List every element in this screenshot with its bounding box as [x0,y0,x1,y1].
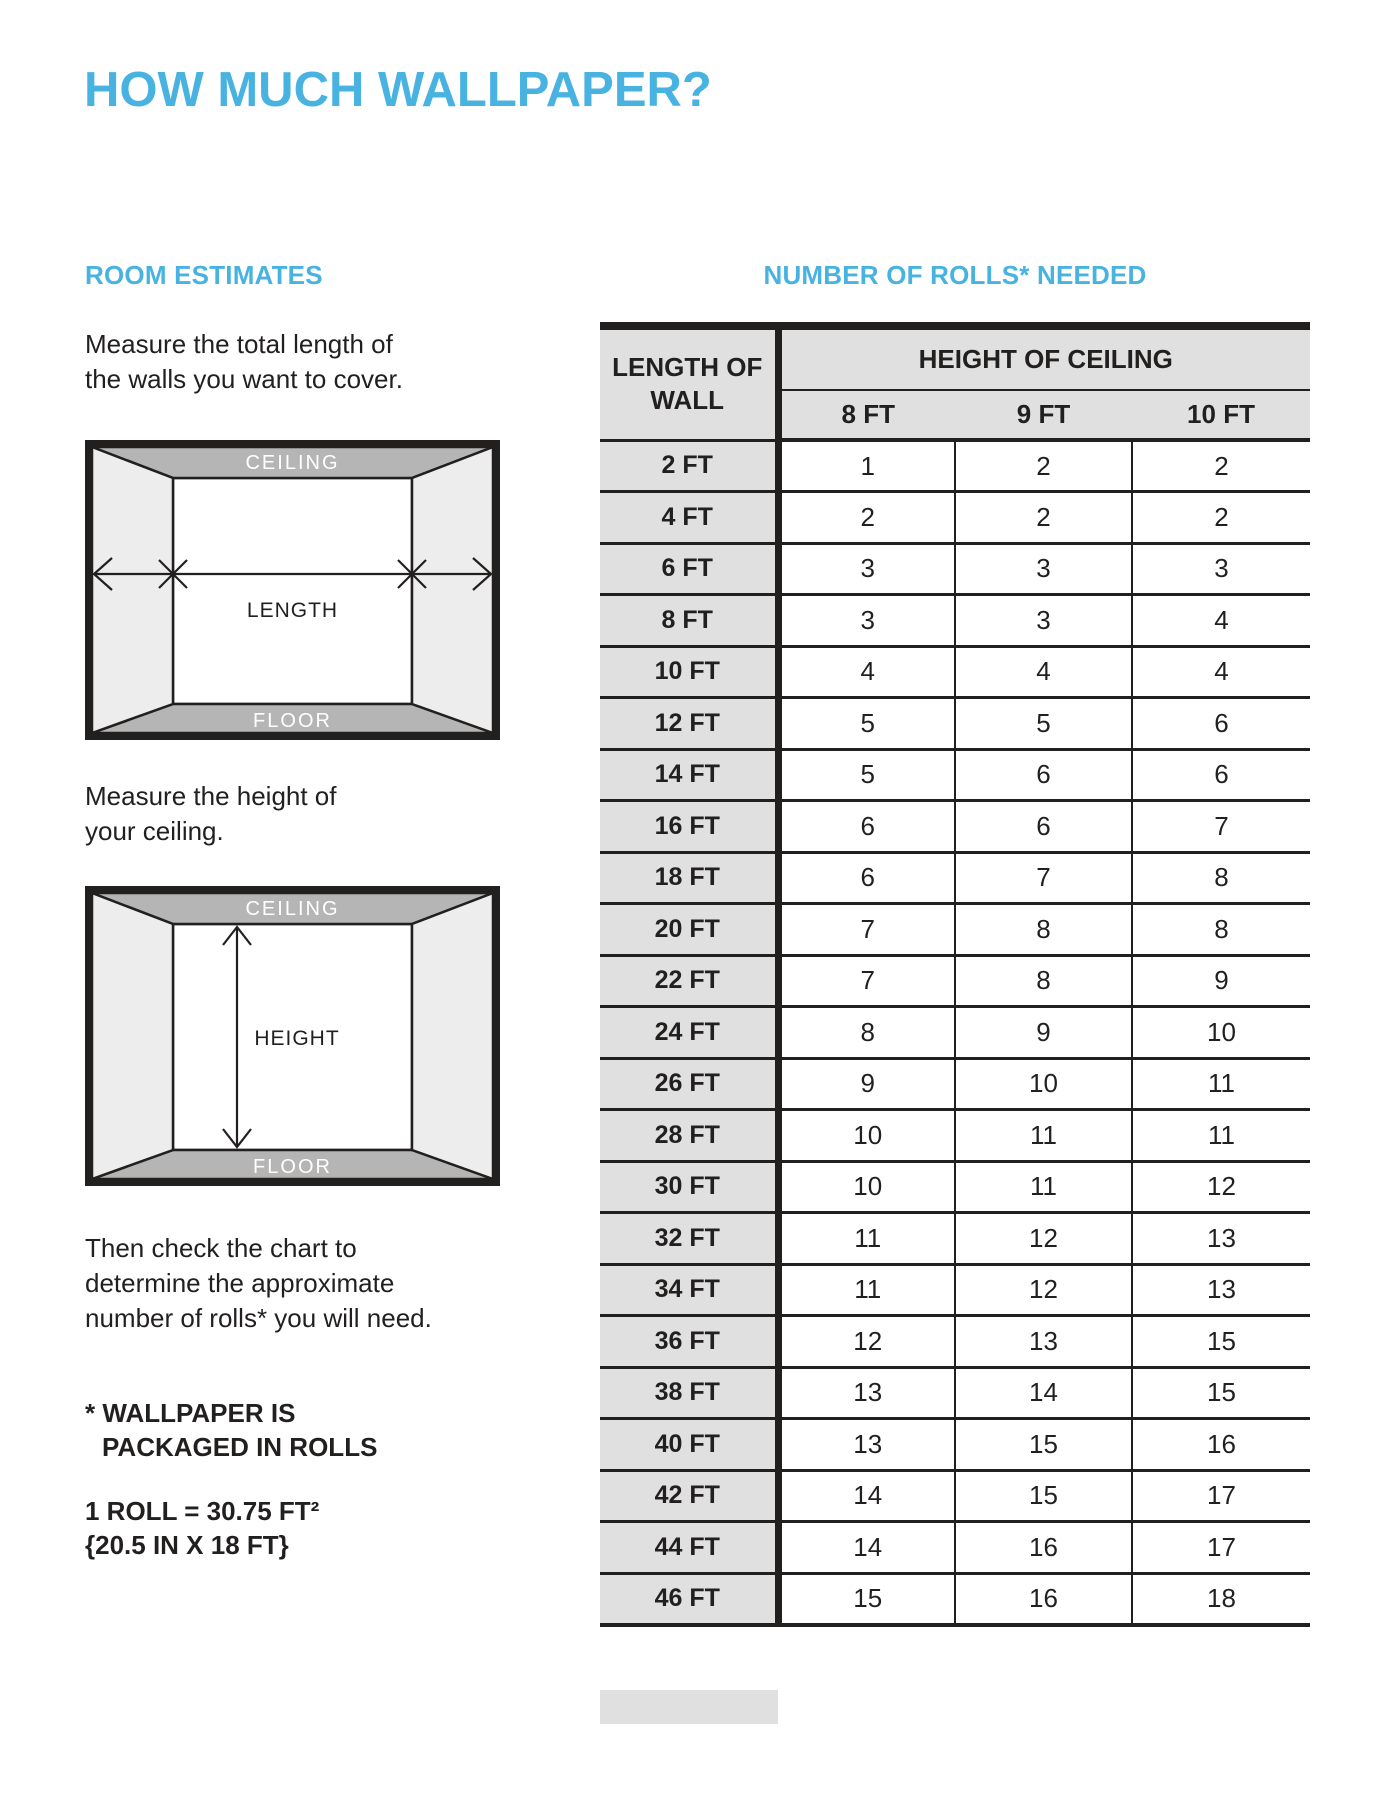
wall-length-cell: 22 FT [600,955,778,1007]
rolls-count-cell: 6 [955,749,1132,801]
wall-length-cell: 24 FT [600,1007,778,1059]
rolls-count-cell: 14 [778,1522,955,1574]
room-height-diagram [85,886,500,1186]
table-row [600,1419,1310,1471]
table-row [600,492,1310,544]
rolls-count-cell: 15 [1132,1316,1310,1368]
table-row [600,1316,1310,1368]
table-row [600,852,1310,904]
rolls-count-cell: 2 [1132,440,1310,492]
room-estimates-heading: ROOM ESTIMATES [85,260,323,290]
wallpaper-packaging-note [85,1396,377,1464]
rolls-count-cell: 10 [1132,1007,1310,1059]
rolls-count-cell: 11 [778,1213,955,1265]
rolls-count-cell: 13 [778,1367,955,1419]
col-header-10ft: 10 FT [1132,390,1310,440]
text-line: your ceiling. [85,816,224,846]
rolls-needed-table [600,322,1310,1627]
text-line: determine the approximate [85,1268,395,1298]
wall-length-cell: 40 FT [600,1419,778,1471]
rolls-count-cell: 12 [955,1213,1132,1265]
rolls-count-cell: 8 [955,955,1132,1007]
wall-length-cell: 32 FT [600,1213,778,1265]
ceiling-label: CEILING [245,452,340,474]
wall-length-cell: 8 FT [600,595,778,647]
rolls-count-cell: 18 [1132,1573,1310,1625]
rolls-needed-heading: NUMBER OF ROLLS* NEEDED [763,260,1147,290]
rolls-count-cell: 16 [955,1573,1132,1625]
rolls-count-cell: 3 [955,543,1132,595]
table-row [600,1522,1310,1574]
rolls-count-cell: 6 [778,852,955,904]
rolls-count-cell: 11 [1132,1058,1310,1110]
table-row [600,440,1310,492]
rolls-count-cell: 11 [1132,1110,1310,1162]
text-line: the walls you want to cover. [85,364,403,394]
right-wall-panel [412,447,493,733]
table-row [600,1573,1310,1625]
rolls-count-cell: 12 [778,1316,955,1368]
rolls-count-cell: 2 [955,492,1132,544]
wall-length-cell: 34 FT [600,1264,778,1316]
rolls-table-body [600,440,1310,1625]
table-row [600,646,1310,698]
rolls-count-cell: 17 [1132,1470,1310,1522]
wall-length-cell: 14 FT [600,749,778,801]
wall-length-cell: 12 FT [600,698,778,750]
rolls-count-cell: 1 [778,440,955,492]
wall-length-cell: 36 FT [600,1316,778,1368]
rolls-count-cell: 3 [1132,543,1310,595]
table-row [600,595,1310,647]
rolls-count-cell: 11 [778,1264,955,1316]
wall-length-cell: 18 FT [600,852,778,904]
rolls-count-cell: 7 [955,852,1132,904]
table-row [600,904,1310,956]
wall-length-cell: 46 FT [600,1573,778,1625]
floor-label: FLOOR [253,710,332,732]
rolls-count-cell: 2 [1132,492,1310,544]
rolls-count-cell: 8 [955,904,1132,956]
text-line: * WALLPAPER IS [85,1398,296,1428]
rolls-count-cell: 8 [1132,904,1310,956]
instruction-measure-length [85,327,403,397]
floor-label: FLOOR [253,1156,332,1178]
rolls-count-cell: 15 [1132,1367,1310,1419]
table-footer-strip [600,1690,778,1724]
rolls-count-cell: 16 [1132,1419,1310,1471]
text-line: number of rolls* you will need. [85,1303,432,1333]
wall-length-cell: 10 FT [600,646,778,698]
table-row [600,1264,1310,1316]
wall-length-cell: 26 FT [600,1058,778,1110]
rolls-count-cell: 6 [1132,749,1310,801]
rolls-count-cell: 4 [778,646,955,698]
rolls-count-cell: 8 [778,1007,955,1059]
rolls-count-cell: 13 [955,1316,1132,1368]
room-length-diagram [85,440,500,740]
rolls-count-cell: 2 [778,492,955,544]
table-row [600,1367,1310,1419]
col-header-9ft: 9 FT [955,390,1132,440]
rolls-count-cell: 15 [955,1419,1132,1471]
rolls-count-cell: 7 [778,955,955,1007]
rolls-count-cell: 7 [778,904,955,956]
rolls-count-cell: 11 [955,1161,1132,1213]
text-line: PACKAGED IN ROLLS [102,1432,378,1462]
rolls-count-cell: 10 [955,1058,1132,1110]
rolls-count-cell: 15 [778,1573,955,1625]
height-label: HEIGHT [254,1027,340,1050]
rolls-count-cell: 5 [778,698,955,750]
wall-length-cell: 20 FT [600,904,778,956]
wall-length-cell: 38 FT [600,1367,778,1419]
rolls-count-cell: 12 [1132,1161,1310,1213]
page-title: HOW MUCH WALLPAPER? [84,63,712,117]
wall-length-cell: 2 FT [600,440,778,492]
table-row [600,1110,1310,1162]
rolls-count-cell: 6 [955,801,1132,853]
col-header-length-of-wall: LENGTH OF WALL [600,326,778,440]
wall-length-cell: 30 FT [600,1161,778,1213]
rolls-count-cell: 10 [778,1161,955,1213]
left-wall-panel [92,893,173,1179]
rolls-count-cell: 17 [1132,1522,1310,1574]
rolls-count-cell: 9 [1132,955,1310,1007]
text-line: Measure the total length of [85,329,393,359]
rolls-count-cell: 3 [955,595,1132,647]
roll-size-note [85,1494,319,1562]
col-group-header-height-of-ceiling: HEIGHT OF CEILING [778,326,1310,390]
rolls-count-cell: 14 [778,1470,955,1522]
table-row [600,1161,1310,1213]
ceiling-label: CEILING [245,898,340,920]
right-wall-panel [412,893,493,1179]
back-wall [173,478,412,704]
rolls-count-cell: 9 [778,1058,955,1110]
rolls-count-cell: 2 [955,440,1132,492]
col-header-8ft: 8 FT [778,390,955,440]
table-row [600,1007,1310,1059]
instruction-measure-height [85,779,337,849]
wall-length-cell: 28 FT [600,1110,778,1162]
wall-length-cell: 4 FT [600,492,778,544]
wall-length-cell: 44 FT [600,1522,778,1574]
rolls-count-cell: 9 [955,1007,1132,1059]
rolls-count-cell: 15 [955,1470,1132,1522]
rolls-count-cell: 5 [955,698,1132,750]
rolls-count-cell: 13 [1132,1264,1310,1316]
table-row [600,801,1310,853]
rolls-count-cell: 14 [955,1367,1132,1419]
rolls-count-cell: 11 [955,1110,1132,1162]
rolls-count-cell: 12 [955,1264,1132,1316]
wall-length-cell: 42 FT [600,1470,778,1522]
table-row [600,1213,1310,1265]
table-row [600,1470,1310,1522]
rolls-count-cell: 6 [1132,698,1310,750]
table-row [600,749,1310,801]
rolls-count-cell: 4 [1132,646,1310,698]
rolls-count-cell: 4 [955,646,1132,698]
rolls-count-cell: 3 [778,595,955,647]
text-line: Measure the height of [85,781,337,811]
table-row [600,543,1310,595]
rolls-count-cell: 16 [955,1522,1132,1574]
rolls-count-cell: 5 [778,749,955,801]
rolls-count-cell: 13 [1132,1213,1310,1265]
rolls-count-cell: 7 [1132,801,1310,853]
text-line: Then check the chart to [85,1233,357,1263]
instruction-check-chart [85,1231,432,1336]
rolls-count-cell: 10 [778,1110,955,1162]
table-row [600,698,1310,750]
table-row [600,1058,1310,1110]
table-row [600,955,1310,1007]
left-wall-panel [92,447,173,733]
wall-length-cell: 16 FT [600,801,778,853]
text-line: {20.5 IN X 18 FT} [85,1530,289,1560]
rolls-count-cell: 6 [778,801,955,853]
rolls-count-cell: 3 [778,543,955,595]
length-label: LENGTH [246,599,339,622]
rolls-count-cell: 4 [1132,595,1310,647]
rolls-count-cell: 8 [1132,852,1310,904]
rolls-count-cell: 13 [778,1419,955,1471]
text-line: 1 ROLL = 30.75 FT² [85,1496,320,1526]
wall-length-cell: 6 FT [600,543,778,595]
